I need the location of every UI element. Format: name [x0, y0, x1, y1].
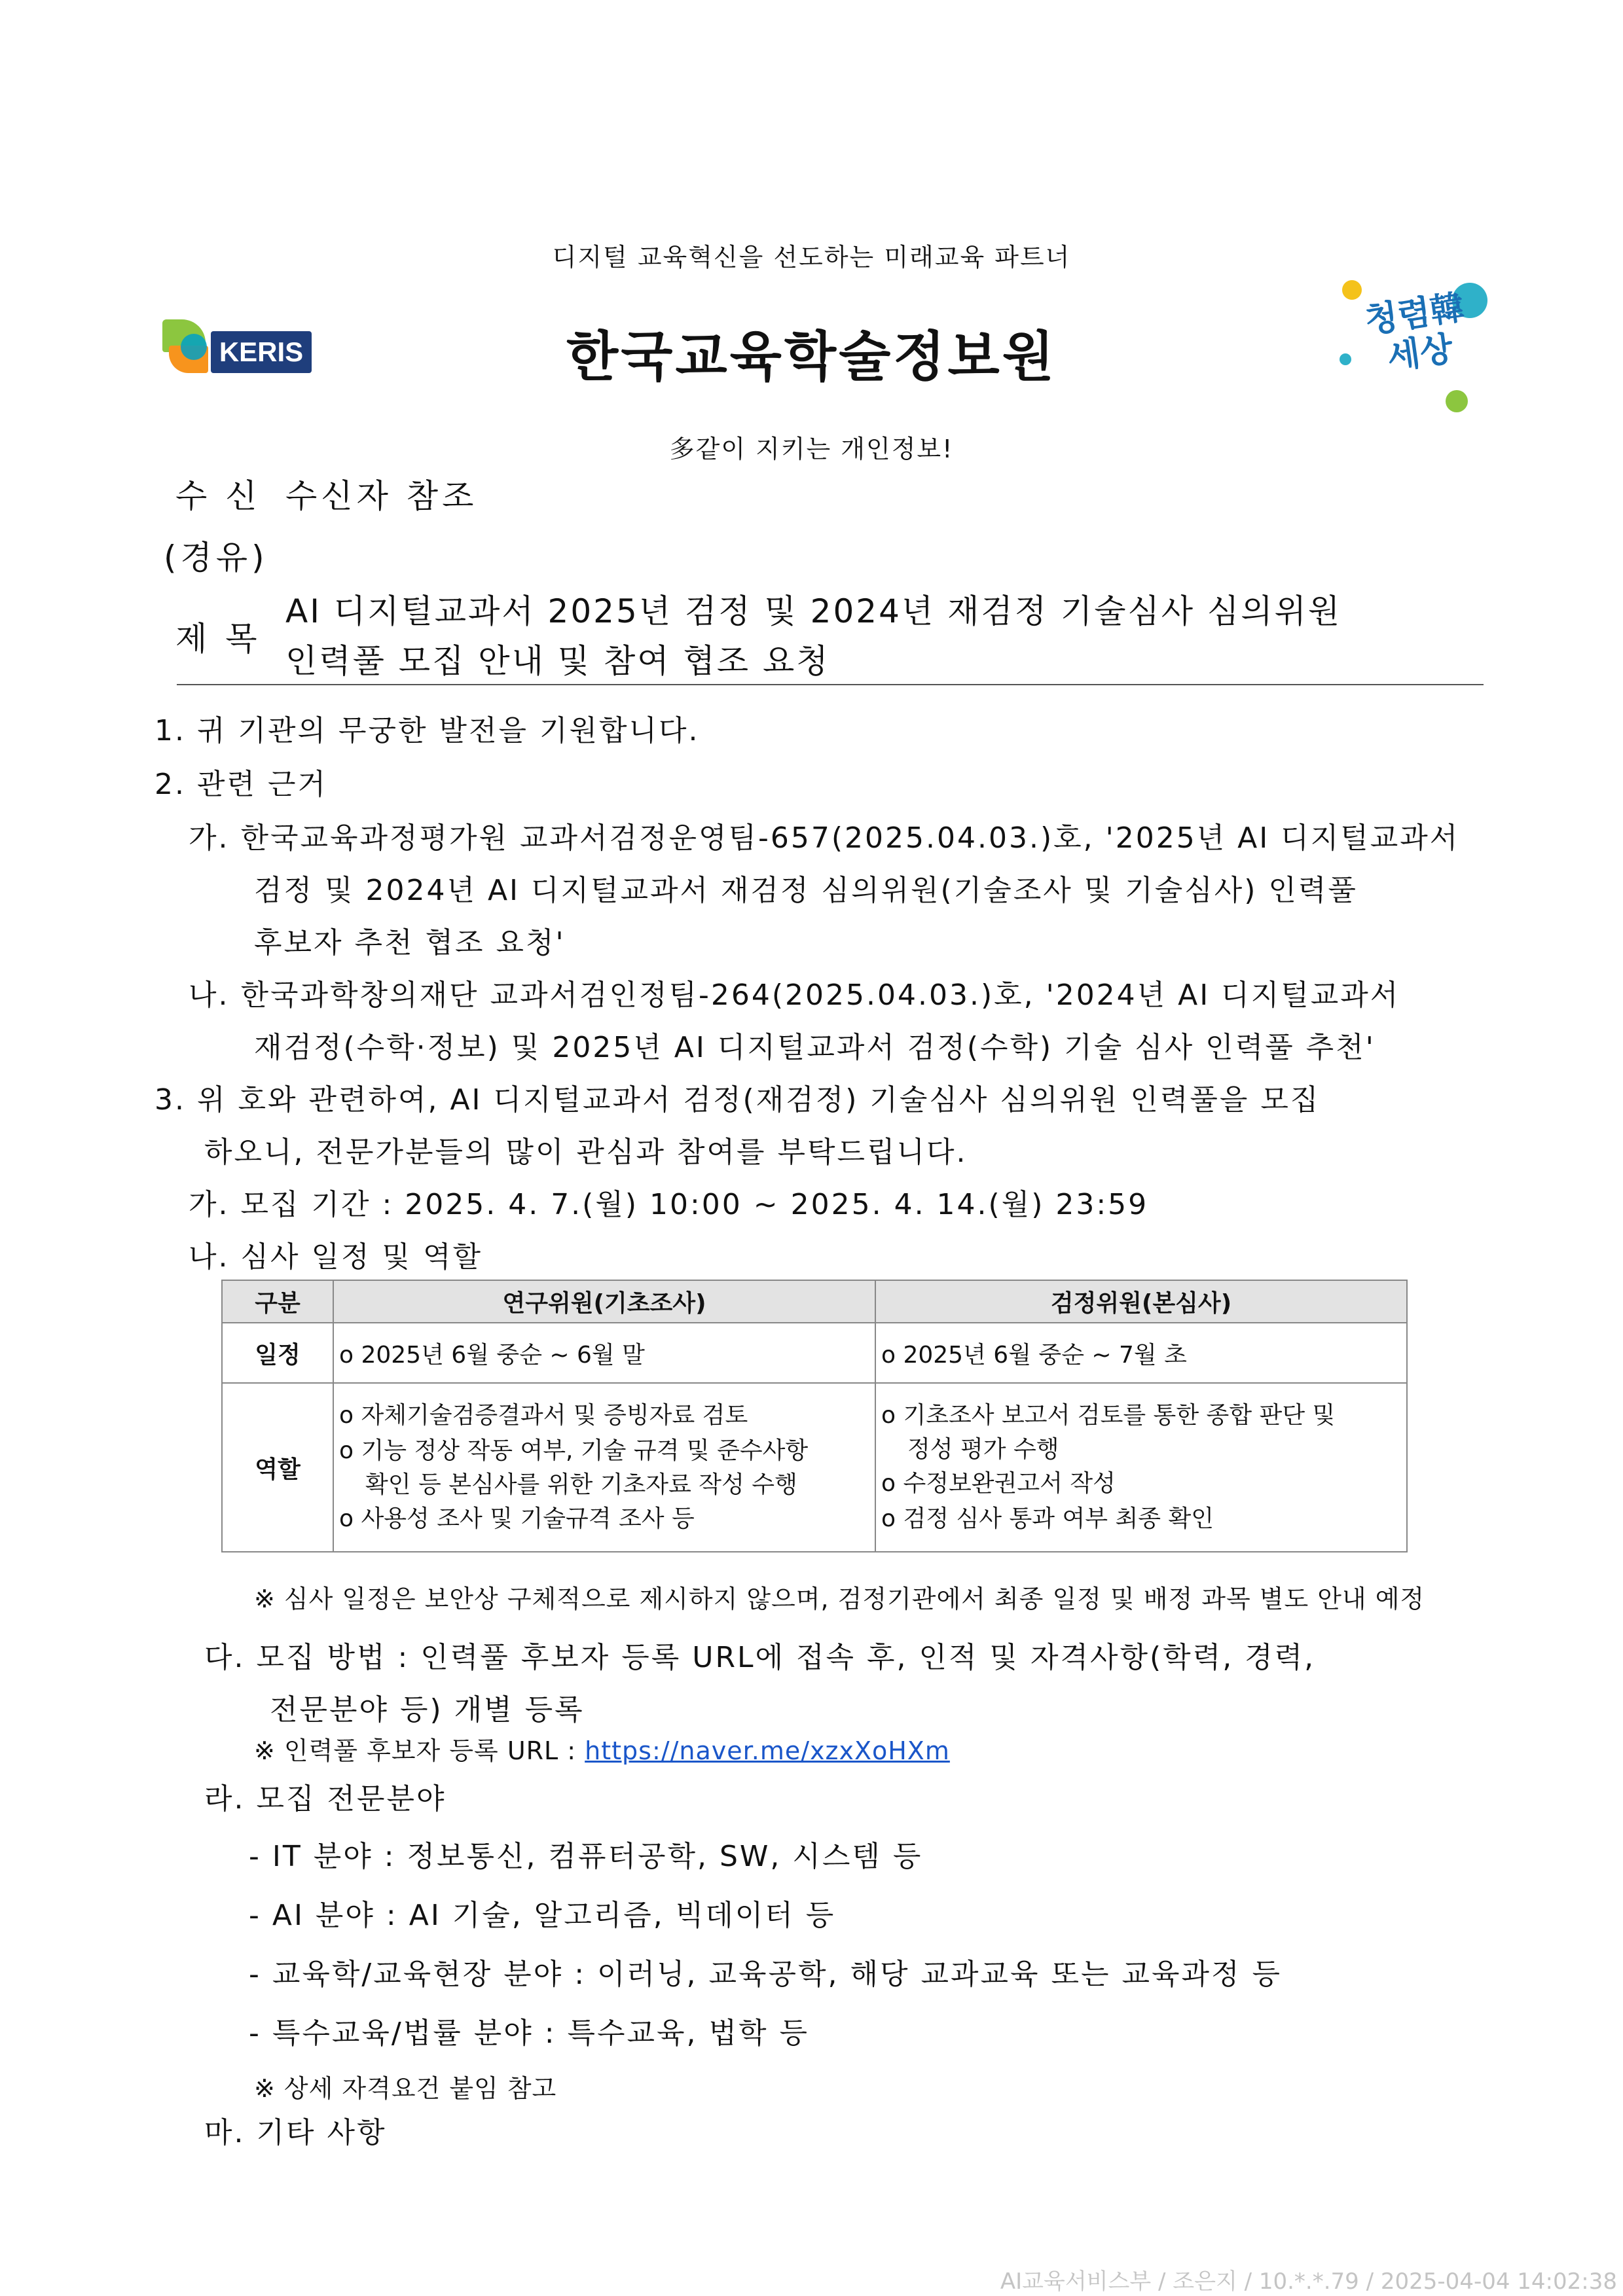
- registration-link[interactable]: https://naver.me/xzxXoHXm: [585, 1736, 950, 1765]
- table-header-row: [222, 1280, 1407, 1323]
- integrity-seal-logo: [1336, 275, 1493, 425]
- field-item-ai: - AI 분야 : AI 기술, 알고리즘, 빅데이터 등: [249, 1899, 836, 1932]
- privacy-slogan: 多같이 지키는 개인정보!: [669, 435, 954, 463]
- role-item: o 기능 정상 작동 여부, 기술 규격 및 준수사항: [339, 1437, 809, 1464]
- subject-divider: [177, 684, 1484, 685]
- logo-text: KERIS: [219, 336, 304, 367]
- subject-line-1: AI 디지털교과서 2025년 검정 및 2024년 재검정 기술심사 심의위원: [285, 592, 1342, 630]
- paragraph-3-line2: 하오니, 전문가분들의 많이 관심과 참여를 부탁드립니다.: [204, 1136, 968, 1169]
- recipient-value: 수신자 참조: [285, 477, 478, 515]
- table-header-researcher: 연구위원(기초조사): [333, 1280, 875, 1323]
- seal-dot-small: [1340, 353, 1351, 365]
- via-label: (경유): [164, 539, 268, 577]
- table-row-schedule: [222, 1323, 1407, 1383]
- seal-dot-yellow: [1342, 280, 1362, 300]
- paragraph-3-line1: 3. 위 호와 관련하여, AI 디지털교과서 검정(재검정) 기술심사 심의위원 인력풀을 모집: [155, 1083, 1321, 1117]
- role-item: o 자체기술검증결과서 및 증빙자료 검토: [339, 1402, 748, 1429]
- field-item-education: - 교육학/교육현장 분야 : 이러닝, 교육공학, 해당 교과교육 또는 교육과정 등: [249, 1958, 1282, 1991]
- table-row-role: [222, 1383, 1407, 1552]
- paragraph-2a-line3: 후보자 추천 협조 요청': [254, 926, 566, 960]
- url-note: [254, 1731, 950, 1767]
- subject-label: 제 목: [175, 620, 261, 658]
- recruit-method-line1: 다. 모집 방법 : 인력풀 후보자 등록 URL에 접속 후, 인적 및 자격사항(학력, 경력,: [204, 1641, 1316, 1674]
- table-header-category: 구분: [222, 1280, 333, 1323]
- field-item-special-law: - 특수교육/법률 분야 : 특수교육, 법학 등: [249, 2017, 809, 2050]
- role-item: o 사용성 조사 및 기술규격 조사 등: [339, 1505, 695, 1532]
- table-header-reviewer: 검정위원(본심사): [875, 1280, 1407, 1323]
- field-item-it: - IT 분야 : 정보통신, 컴퓨터공학, SW, 시스템 등: [249, 1840, 923, 1873]
- paragraph-1: 1. 귀 기관의 무궁한 발전을 기원합니다.: [155, 714, 700, 747]
- row-label-schedule: 일정: [222, 1323, 333, 1383]
- fields-heading: 라. 모집 전문분야: [204, 1782, 447, 1816]
- role-item: o 수정보완권고서 작성: [881, 1470, 1116, 1497]
- paragraph-2a-line1: 가. 한국교육과정평가원 교과서검정운영팀-657(2025.04.03.)호, '2025년 AI 디지털교과서: [189, 821, 1460, 855]
- schedule-heading: 나. 심사 일정 및 역할: [189, 1240, 483, 1274]
- recruit-method-line2: 전문분야 등) 개별 등록: [270, 1693, 585, 1727]
- paragraph-2b-line2: 재검정(수학·정보) 및 2025년 AI 디지털교과서 검정(수학) 기술 심사 인력풀 추천': [254, 1031, 1376, 1064]
- seal-text: [1344, 285, 1491, 382]
- table-note: ※ 심사 일정은 보안상 구체적으로 제시하지 않으며, 검정기관에서 최종 일정 및 배정 과목 별도 안내 예정: [254, 1585, 1425, 1613]
- cell-reviewer-schedule: o 2025년 6월 중순 ~ 7월 초: [875, 1323, 1407, 1383]
- paragraph-2: 2. 관련 근거: [155, 768, 327, 801]
- cell-researcher-role: [333, 1383, 875, 1552]
- paragraph-2b-line1: 나. 한국과학창의재단 교과서검인정팀-264(2025.04.03.)호, '2024년 AI 디지털교과서: [189, 978, 1400, 1012]
- url-label: ※ 인력풀 후보자 등록 URL :: [254, 1736, 585, 1765]
- paragraph-2a-line2: 검정 및 2024년 AI 디지털교과서 재검정 심의위원(기술조사 및 기술심사) 인력풀: [254, 874, 1358, 907]
- recipient-label: 수 신: [175, 477, 261, 515]
- header-slogan: 디지털 교육혁신을 선도하는 미래교육 파트너: [552, 243, 1071, 272]
- role-item: o 기초조사 보고서 검토를 통한 종합 판단 및: [881, 1402, 1336, 1429]
- role-item: 확인 등 본심사를 위한 기초자료 작성 수행: [365, 1471, 797, 1498]
- subject-line-2: 인력풀 모집 안내 및 참여 협조 요청: [285, 642, 830, 680]
- footer-stamp: AI교육서비스부 / 조은지 / 10.*.*.79 / 2025-04-04 14:02:38: [1000, 2269, 1617, 2295]
- recruit-period: 가. 모집 기간 : 2025. 4. 7.(월) 10:00 ~ 2025. 4. 14.(월) 23:59: [189, 1188, 1149, 1221]
- seal-text-line1: 청렴韓: [1362, 287, 1467, 341]
- fields-note: ※ 상세 자격요건 붙임 참고: [254, 2074, 557, 2103]
- misc-heading: 마. 기타 사항: [204, 2116, 387, 2149]
- cell-researcher-schedule: o 2025년 6월 중순 ~ 6월 말: [333, 1323, 875, 1383]
- role-item: o 검정 심사 통과 여부 최종 확인: [881, 1505, 1214, 1532]
- role-item: 정성 평가 수행: [907, 1436, 1059, 1463]
- org-name: 한국교육학술정보원: [566, 326, 1057, 388]
- seal-text-line2: 세상: [1385, 329, 1456, 378]
- row-label-role: 역할: [222, 1383, 333, 1552]
- cell-reviewer-role: [875, 1383, 1407, 1552]
- seal-dot-green: [1446, 390, 1468, 412]
- schedule-table: [221, 1280, 1408, 1552]
